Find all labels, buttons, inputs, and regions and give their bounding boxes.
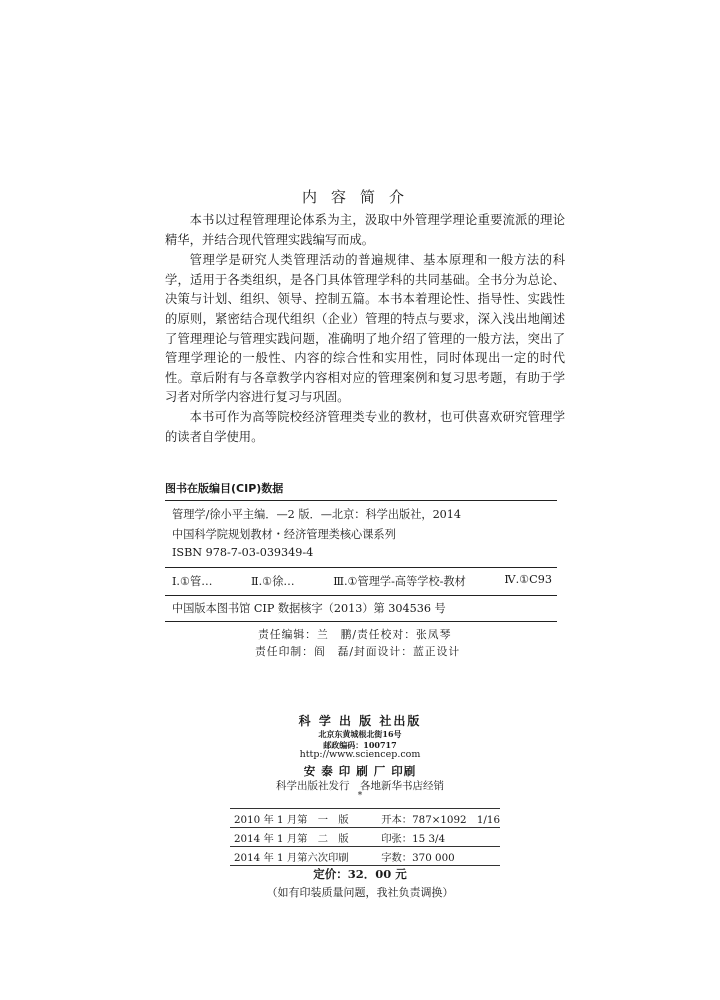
cip-class-item: Ⅳ.①C93 bbox=[504, 573, 552, 586]
publisher-address: 北京东黄城根北街16号 bbox=[318, 729, 402, 739]
cip-class-item: Ⅲ.①管理学-高等学校-教材 bbox=[333, 575, 466, 588]
cip-isbn-line: ISBN 978-7-03-039349-4 bbox=[172, 546, 314, 559]
cip-top-rule bbox=[165, 500, 557, 501]
cip-record-line: 中国版本图书馆 CIP 数据核字（2013）第 304536 号 bbox=[172, 602, 446, 615]
introduction bbox=[165, 211, 565, 447]
distributor-line: 科学出版社发行 各地新华书店经销 bbox=[276, 780, 444, 792]
cip-middle-rule-2 bbox=[165, 595, 557, 596]
section-title: 内容简介 bbox=[301, 188, 418, 206]
publisher-line: 科 学 出 版 社出版 bbox=[298, 714, 422, 728]
edition-spec: 印张：15 3/4 bbox=[381, 828, 500, 847]
cip-series-line: 中国科学院规划教材・经济管理类核心课系列 bbox=[172, 528, 396, 541]
cip-header: 图书在版编目(CIP)数据 bbox=[165, 482, 284, 495]
star-divider: * bbox=[357, 791, 363, 801]
cip-classification bbox=[172, 573, 552, 589]
return-notice: （如有印装质量问题，我社负责调换） bbox=[266, 886, 454, 899]
staff-production: 责任印制：阎 磊/封面设计：蓝正设计 bbox=[255, 645, 461, 658]
publisher-zip: 邮政编码：100717 bbox=[323, 740, 397, 750]
edition-table bbox=[230, 808, 500, 866]
intro-paragraph-3: 本书可作为高等院校经济管理类专业的教材，也可供喜欢研究管理学的读者自学使用。 bbox=[165, 409, 565, 444]
cip-class-item: Ⅰ.①管… bbox=[172, 575, 213, 588]
publisher-url: http://www.sciencep.com bbox=[299, 749, 421, 760]
cip-class-item: Ⅱ.①徐… bbox=[251, 575, 295, 588]
intro-paragraph-1: 本书以过程管理理论体系为主，汲取中外管理学理论重要流派的理论精华，并结合现代管理实践编写而成。 bbox=[165, 213, 565, 247]
edition-row bbox=[230, 847, 500, 866]
edition-row bbox=[230, 809, 500, 828]
intro-paragraph-2: 管理学是研究人类管理活动的普遍规律、基本原理和一般方法的科学，适用于各类组织，是各门具体管理学科的共同基础。全书分为总论、决策与计划、组织、领导、控制五篇。本书本着理论性、指导性、实践性的原则，紧密结合现代组织（企业）管理的特点与要求，深入浅出地阐述了管理理论与管理实践问题，准确明了地介绍了管理的一般方法，突出了管理学理论的一般性、内容的综合性和实用性，同时体现出一定的时代性。章后附有与各章教学内容相对应的管理案例和复习思考题，有助于学习者对所学内容进行复习与巩固。 bbox=[165, 253, 565, 405]
cip-middle-rule bbox=[165, 567, 557, 568]
edition-info bbox=[230, 808, 500, 866]
price: 定价：32．00 元 bbox=[313, 867, 407, 881]
edition-date: 2014 年 1 月第 二 版 bbox=[230, 828, 381, 847]
cip-bottom-rule bbox=[165, 621, 557, 622]
printer-line: 安 泰 印 刷 厂 印刷 bbox=[303, 764, 417, 778]
edition-row bbox=[230, 828, 500, 847]
edition-spec: 开本：787×1092 1/16 bbox=[381, 809, 500, 828]
cip-title-line: 管理学/徐小平主编．—2 版．—北京：科学出版社，2014 bbox=[172, 508, 462, 521]
edition-spec: 字数：370 000 bbox=[381, 847, 500, 866]
staff-editors: 责任编辑：兰 鹏/责任校对：张凤琴 bbox=[258, 628, 452, 641]
edition-date: 2014 年 1 月第六次印刷 bbox=[230, 847, 381, 866]
edition-date: 2010 年 1 月第 一 版 bbox=[230, 809, 381, 828]
